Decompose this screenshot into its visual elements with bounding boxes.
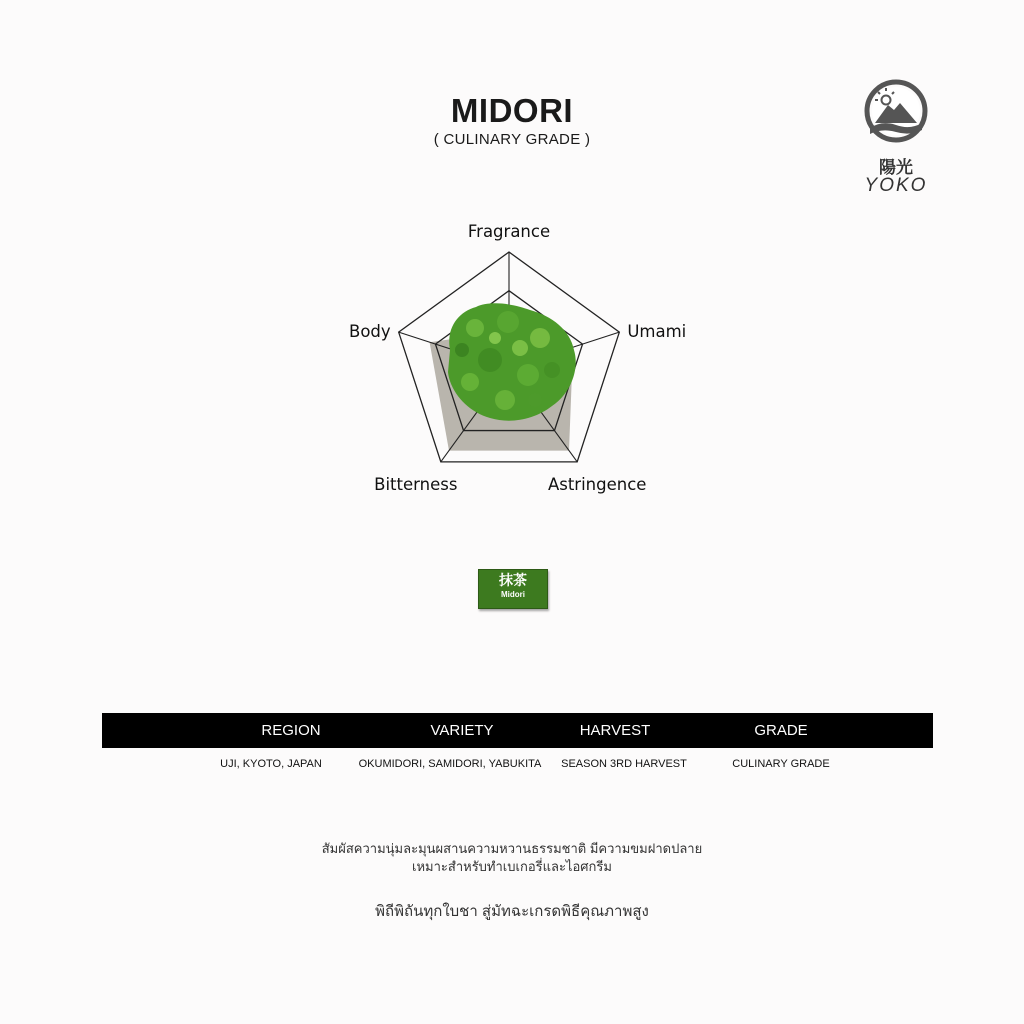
product-title: MIDORI	[450, 92, 574, 129]
spec-header-grade: GRADE	[754, 722, 808, 739]
logo-kanji: 陽光	[879, 158, 913, 177]
spec-header-variety: VARIETY	[430, 722, 494, 739]
spec-value-harvest: SEASON 3RD HARVEST	[561, 758, 687, 770]
slogan: พิถีพิถันทุกใบชา สู่มัทฉะเกรดพิธีคุณภาพสูง	[375, 903, 649, 920]
mountain-sun-icon	[858, 78, 934, 152]
spec-value-region: UJI, KYOTO, JAPAN	[220, 758, 322, 770]
spec-value-variety: OKUMIDORI, SAMIDORI, YABUKITA	[358, 758, 542, 770]
axis-label-umami: Umami	[627, 322, 687, 342]
badge-kanji: 抹茶	[499, 572, 527, 588]
spec-header-bar	[102, 713, 933, 748]
description-line-1: สัมผัสความนุ่มละมุนผสานความหวานธรรมชาติ มีความขมฝาดปลาย	[321, 841, 703, 856]
logo-wordmark: YOKO	[864, 175, 928, 196]
description-line-2: เหมาะสำหรับทำเบเกอรี่และไอศกรีม	[412, 859, 612, 874]
midori-badge	[478, 569, 548, 609]
spec-value-grade: CULINARY GRADE	[732, 758, 830, 770]
spec-header-region: REGION	[261, 722, 321, 739]
brand-logo	[858, 78, 934, 202]
axis-label-bitterness: Bitterness	[374, 474, 458, 494]
axis-label-fragrance: Fragrance	[467, 222, 551, 241]
flavor-radar-chart	[330, 210, 700, 520]
product-grade-note: ( CULINARY GRADE )	[433, 131, 591, 148]
axis-label-astringence: Astringence	[547, 474, 647, 494]
badge-label: Midori	[501, 590, 525, 599]
axis-label-body: Body	[349, 322, 391, 342]
spec-header-harvest: HARVEST	[579, 722, 651, 739]
